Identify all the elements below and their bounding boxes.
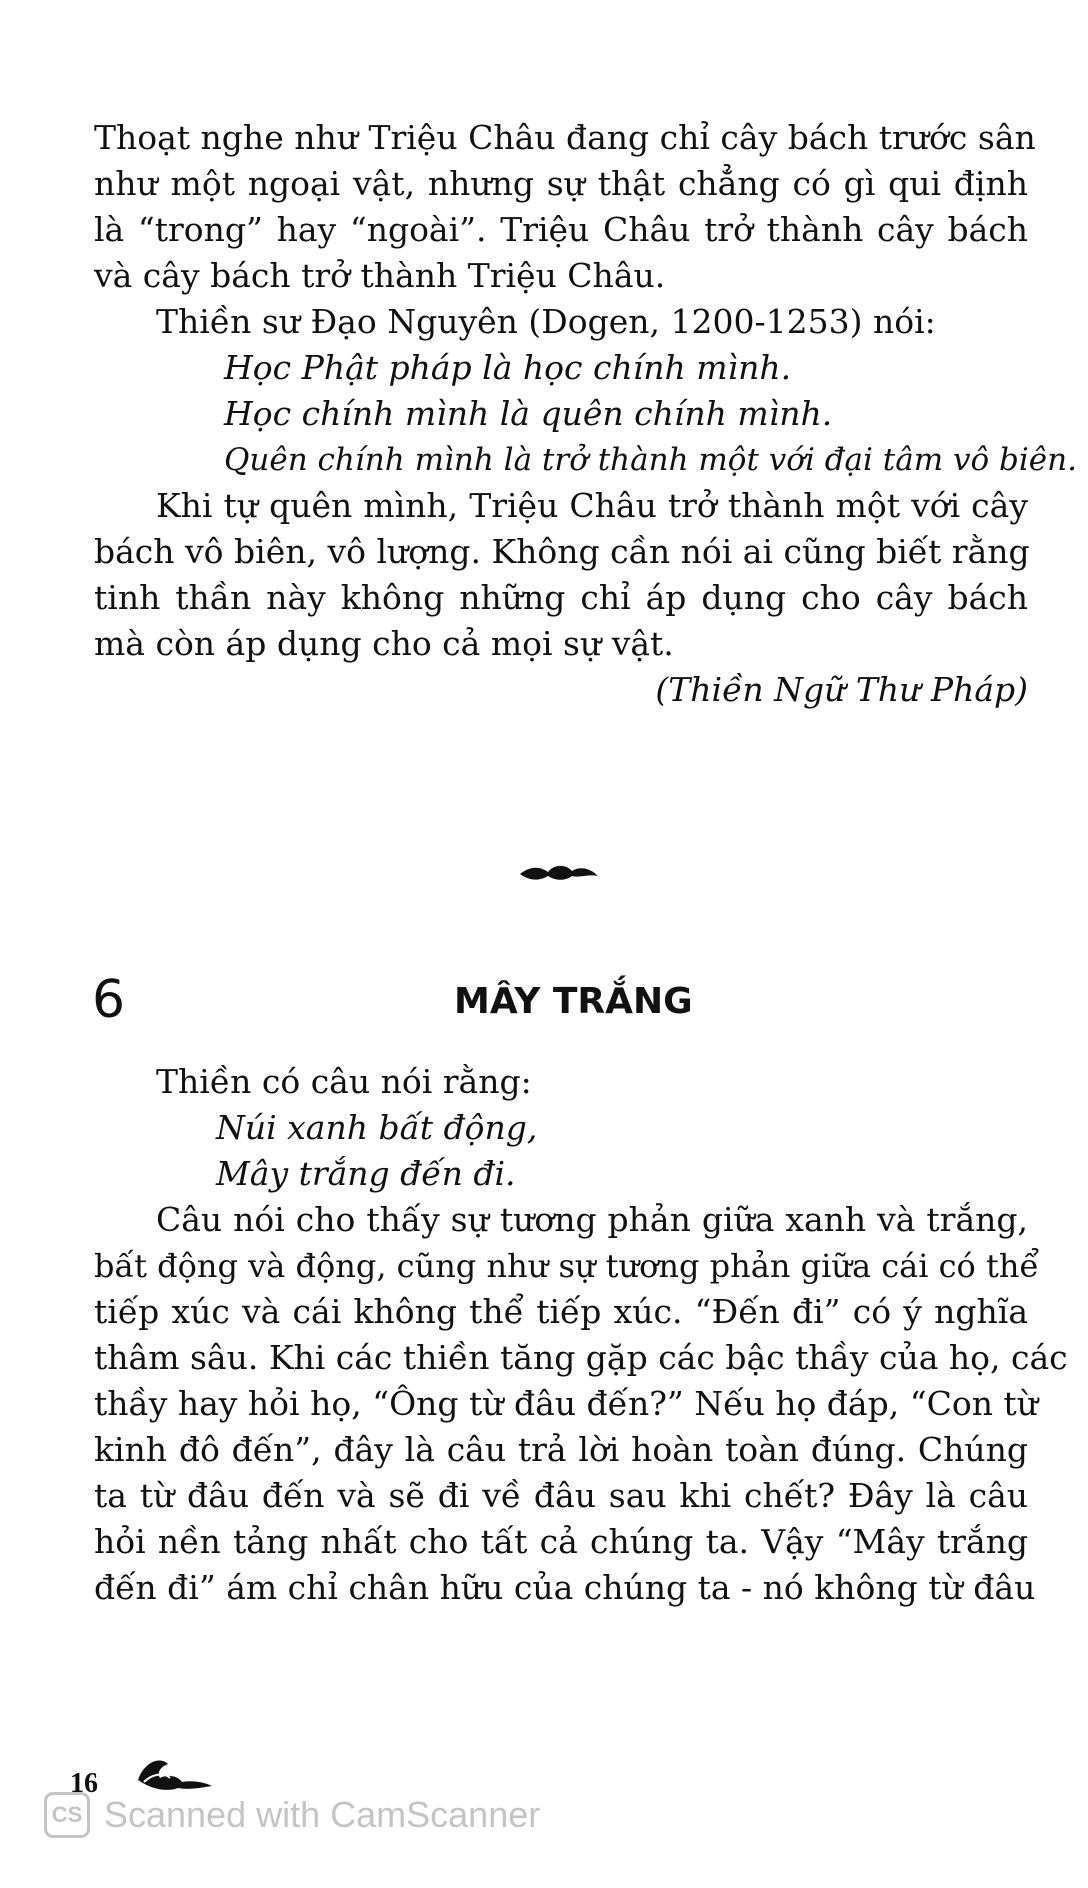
paragraph-line: bách vô biên, vô lượng. Không cần nói ai cũng biết rằng <box>94 532 1030 571</box>
quote-line: Núi xanh bất động, <box>216 1108 538 1147</box>
ornament-divider-icon <box>518 860 600 886</box>
camscanner-logo-icon: CS <box>44 1792 90 1838</box>
quote-line: Quên chính mình là trở thành một với đại tâm vô biên. <box>224 442 1077 478</box>
paragraph-line: Khi tự quên mình, Triệu Châu trở thành một với cây <box>156 486 1028 525</box>
paragraph-line: tinh thần này không những chỉ áp dụng cho cây bách <box>94 578 1028 617</box>
paragraph-line: Thiền sư Đạo Nguyên (Dogen, 1200-1253) nói: <box>156 302 936 341</box>
scanner-watermark <box>44 1790 540 1840</box>
paragraph-line: thâm sâu. Khi các thiền tăng gặp các bậc thầy của họ, các <box>94 1338 1068 1377</box>
paragraph-line: đến đi” ám chỉ chân hữu của chúng ta - nó không từ đâu <box>94 1568 1036 1607</box>
paragraph-line: Câu nói cho thấy sự tương phản giữa xanh và trắng, <box>156 1200 1028 1239</box>
chapter-number: 6 <box>92 970 126 1030</box>
quote-line: Học Phật pháp là học chính mình. <box>224 348 792 387</box>
paragraph-line: Thoạt nghe như Triệu Châu đang chỉ cây bách trước sân <box>94 118 1036 157</box>
paragraph-line: như một ngoại vật, nhưng sự thật chẳng có gì qui định <box>94 164 1028 203</box>
paragraph-line: ta từ đâu đến và sẽ đi về đâu sau khi chết? Đây là câu <box>94 1476 1028 1515</box>
paragraph-line: Thiền có câu nói rằng: <box>156 1062 532 1101</box>
quote-line: Học chính mình là quên chính mình. <box>224 394 833 433</box>
paragraph-line: bất động và động, cũng như sự tương phản giữa cái có thể <box>94 1247 1040 1285</box>
paragraph-line: thầy hay hỏi họ, “Ông từ đâu đến?” Nếu họ đáp, “Con từ <box>94 1384 1038 1423</box>
paragraph-line: tiếp xúc và cái không thể tiếp xúc. “Đến đi” có ý nghĩa <box>94 1292 1028 1331</box>
watermark-text: Scanned with CamScanner <box>104 1794 541 1835</box>
paragraph-line: và cây bách trở thành Triệu Châu. <box>94 256 666 295</box>
page-number: 16 <box>70 1768 98 1799</box>
paragraph-line: kinh đô đến”, đây là câu trả lời hoàn toàn đúng. Chúng <box>94 1430 1028 1469</box>
chapter-title: MÂY TRẮNG <box>454 981 693 1022</box>
quote-line: Mây trắng đến đi. <box>216 1154 516 1193</box>
source-citation: (Thiền Ngữ Thư Pháp) <box>655 670 1028 709</box>
paragraph-line: hỏi nền tảng nhất cho tất cả chúng ta. Vậy “Mây trắng <box>94 1522 1028 1561</box>
paragraph-line: mà còn áp dụng cho cả mọi sự vật. <box>94 624 674 663</box>
paragraph-line: là “trong” hay “ngoài”. Triệu Châu trở thành cây bách <box>94 210 1028 249</box>
